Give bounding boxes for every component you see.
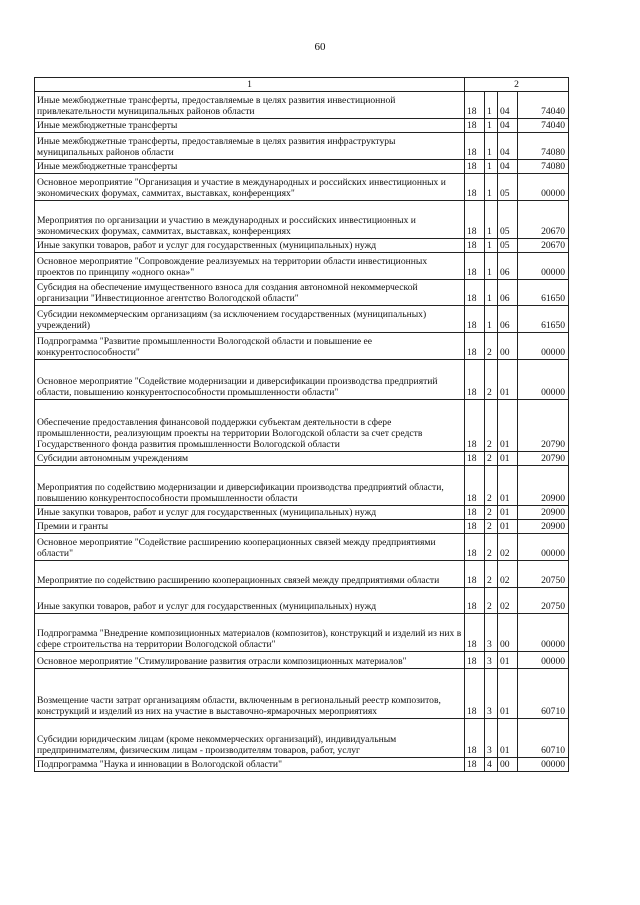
row-name: Иные межбюджетные трансферты, предоставляемые в целях развития инфраструктуры муниципальных районов области	[35, 133, 465, 160]
code-direction: 20670	[518, 201, 569, 239]
column-header-1: 1	[35, 78, 465, 92]
table-row	[35, 758, 569, 772]
code-program: 2	[485, 466, 498, 506]
code-direction: 00000	[518, 333, 569, 360]
code-chapter: 18	[465, 360, 485, 400]
code-chapter: 18	[465, 758, 485, 772]
code-direction: 00000	[518, 360, 569, 400]
code-program: 2	[485, 506, 498, 520]
code-program: 2	[485, 400, 498, 452]
column-header-2: 2	[465, 78, 569, 92]
code-program: 2	[485, 520, 498, 534]
page-number: 60	[314, 41, 326, 53]
code-subprogram: 00	[498, 614, 518, 652]
code-program: 1	[485, 306, 498, 333]
row-name: Иные межбюджетные трансферты	[35, 160, 465, 174]
code-subprogram: 05	[498, 174, 518, 201]
code-subprogram: 01	[498, 466, 518, 506]
code-program: 2	[485, 588, 498, 614]
code-subprogram: 01	[498, 520, 518, 534]
table-row	[35, 333, 569, 360]
table-row	[35, 506, 569, 520]
code-program: 2	[485, 534, 498, 561]
code-chapter: 18	[465, 133, 485, 160]
row-name: Субсидия на обеспечение имущественного взноса для создания автономной некоммерческой организации "Инвестиционное агентство Вологодской области"	[35, 280, 465, 306]
row-name: Иные межбюджетные трансферты, предоставляемые в целях развития инвестиционной привлекательности муниципальных районов области	[35, 92, 465, 119]
row-name: Мероприятия по организации и участию в международных и российских инвестиционных и экономических форумах, саммитах, выставках, конференциях	[35, 201, 465, 239]
code-subprogram: 02	[498, 534, 518, 561]
code-program: 1	[485, 201, 498, 239]
code-subprogram: 04	[498, 133, 518, 160]
row-name: Подпрограмма "Наука и инновации в Вологодской области"	[35, 758, 465, 772]
table-row	[35, 239, 569, 253]
table-row	[35, 174, 569, 201]
code-chapter: 18	[465, 280, 485, 306]
code-subprogram: 01	[498, 360, 518, 400]
code-subprogram: 01	[498, 506, 518, 520]
code-direction: 20900	[518, 506, 569, 520]
code-program: 1	[485, 280, 498, 306]
code-direction: 00000	[518, 534, 569, 561]
code-subprogram: 02	[498, 561, 518, 588]
code-chapter: 18	[465, 561, 485, 588]
code-chapter: 18	[465, 239, 485, 253]
code-chapter: 18	[465, 174, 485, 201]
code-subprogram: 01	[498, 719, 518, 758]
row-name: Основное мероприятие "Сопровождение реализуемых на территории области инвестиционных проектов по принципу «одного окна»"	[35, 253, 465, 280]
table-row	[35, 119, 569, 133]
row-name: Субсидии некоммерческим организациям (за исключением государственных (муниципальных) учреждений)	[35, 306, 465, 333]
row-name: Иные закупки товаров, работ и услуг для государственных (муниципальных) нужд	[35, 239, 465, 253]
table-row	[35, 719, 569, 758]
code-program: 3	[485, 719, 498, 758]
code-program: 1	[485, 253, 498, 280]
table-row	[35, 360, 569, 400]
code-direction: 20750	[518, 588, 569, 614]
code-direction: 20900	[518, 520, 569, 534]
code-direction: 74040	[518, 92, 569, 119]
row-name: Премии и гранты	[35, 520, 465, 534]
code-subprogram: 04	[498, 119, 518, 133]
code-program: 2	[485, 561, 498, 588]
code-subprogram: 00	[498, 758, 518, 772]
row-name: Подпрограмма "Развитие промышленности Вологодской области и повышение ее конкурентоспособности"	[35, 333, 465, 360]
code-subprogram: 01	[498, 652, 518, 669]
code-subprogram: 04	[498, 160, 518, 174]
row-name: Мероприятия по содействию модернизации и диверсификации производства предприятий области, повышению конкурентоспособности промышленности области	[35, 466, 465, 506]
code-program: 1	[485, 160, 498, 174]
code-direction: 74080	[518, 133, 569, 160]
code-chapter: 18	[465, 534, 485, 561]
row-name: Основное мероприятие "Стимулирование развития отрасли композиционных материалов"	[35, 652, 465, 669]
code-chapter: 18	[465, 669, 485, 719]
table-row	[35, 652, 569, 669]
code-program: 1	[485, 174, 498, 201]
table-row	[35, 614, 569, 652]
code-subprogram: 06	[498, 253, 518, 280]
table-row	[35, 280, 569, 306]
code-chapter: 18	[465, 160, 485, 174]
code-direction: 00000	[518, 174, 569, 201]
code-direction: 00000	[518, 652, 569, 669]
code-subprogram: 00	[498, 333, 518, 360]
code-chapter: 18	[465, 588, 485, 614]
code-program: 1	[485, 119, 498, 133]
code-chapter: 18	[465, 92, 485, 119]
code-direction: 61650	[518, 306, 569, 333]
code-direction: 20900	[518, 466, 569, 506]
table-row	[35, 160, 569, 174]
code-program: 4	[485, 758, 498, 772]
table-row	[35, 306, 569, 333]
table-row	[35, 92, 569, 119]
table-row	[35, 201, 569, 239]
table-row	[35, 400, 569, 452]
row-name: Основное мероприятие "Содействие модернизации и диверсификации производства предприятий области, повышению конкурентоспособности промышленности области"	[35, 360, 465, 400]
row-name: Субсидии юридическим лицам (кроме некоммерческих организаций), индивидуальным предпринимателям, физическим лицам - производителям товаров, работ, услуг	[35, 719, 465, 758]
code-program: 2	[485, 360, 498, 400]
code-direction: 00000	[518, 253, 569, 280]
row-name: Основное мероприятие "Организация и участие в международных и российских инвестиционных и экономических форумах, саммитах, выставках, конференциях"	[35, 174, 465, 201]
code-subprogram: 04	[498, 92, 518, 119]
code-chapter: 18	[465, 400, 485, 452]
code-direction: 20670	[518, 239, 569, 253]
code-chapter: 18	[465, 614, 485, 652]
code-chapter: 18	[465, 201, 485, 239]
table-header-row	[35, 78, 569, 92]
code-chapter: 18	[465, 333, 485, 360]
code-program: 1	[485, 133, 498, 160]
code-program: 1	[485, 239, 498, 253]
code-chapter: 18	[465, 652, 485, 669]
code-subprogram: 02	[498, 588, 518, 614]
row-name: Возмещение части затрат организациям области, включенным в региональный реестр композитов, конструкций и изделий из них на участие в выставочно-ярмарочных мероприятиях	[35, 669, 465, 719]
row-name: Основное мероприятие "Содействие расширению кооперационных связей между предприятиями области"	[35, 534, 465, 561]
code-subprogram: 06	[498, 306, 518, 333]
code-direction: 00000	[518, 614, 569, 652]
code-chapter: 18	[465, 119, 485, 133]
code-chapter: 18	[465, 452, 485, 466]
code-chapter: 18	[465, 466, 485, 506]
code-direction: 61650	[518, 280, 569, 306]
code-program: 3	[485, 652, 498, 669]
table-row	[35, 588, 569, 614]
table-row	[35, 133, 569, 160]
code-direction: 60710	[518, 719, 569, 758]
code-program: 3	[485, 614, 498, 652]
code-direction: 60710	[518, 669, 569, 719]
row-name: Подпрограмма "Внедрение композиционных материалов (композитов), конструкций и изделий из них в сфере строительства на территории Вологодской области"	[35, 614, 465, 652]
code-subprogram: 05	[498, 201, 518, 239]
code-program: 1	[485, 92, 498, 119]
row-name: Субсидии автономным учреждениям	[35, 452, 465, 466]
row-name: Иные межбюджетные трансферты	[35, 119, 465, 133]
code-subprogram: 01	[498, 452, 518, 466]
code-program: 2	[485, 452, 498, 466]
row-name: Мероприятие по содействию расширению кооперационных связей между предприятиями области	[35, 561, 465, 588]
row-name: Иные закупки товаров, работ и услуг для государственных (муниципальных) нужд	[35, 506, 465, 520]
code-direction: 74080	[518, 160, 569, 174]
code-direction: 74040	[518, 119, 569, 133]
code-direction: 20790	[518, 452, 569, 466]
code-chapter: 18	[465, 520, 485, 534]
code-direction: 20790	[518, 400, 569, 452]
table-row	[35, 466, 569, 506]
table-row	[35, 534, 569, 561]
row-name: Обеспечение предоставления финансовой поддержки субъектам деятельности в сфере промышленности, реализующим проекты на территории Вологодской области за счет средств Государственного фонда развития промышленности Вологодской области	[35, 400, 465, 452]
row-name: Иные закупки товаров, работ и услуг для государственных (муниципальных) нужд	[35, 588, 465, 614]
code-chapter: 18	[465, 306, 485, 333]
code-subprogram: 05	[498, 239, 518, 253]
code-chapter: 18	[465, 719, 485, 758]
table-row	[35, 561, 569, 588]
code-program: 2	[485, 333, 498, 360]
table-row	[35, 669, 569, 719]
table-row	[35, 452, 569, 466]
code-chapter: 18	[465, 506, 485, 520]
code-direction: 20750	[518, 561, 569, 588]
table-row	[35, 253, 569, 280]
code-chapter: 18	[465, 253, 485, 280]
code-subprogram: 01	[498, 669, 518, 719]
code-subprogram: 06	[498, 280, 518, 306]
code-program: 3	[485, 669, 498, 719]
budget-table	[34, 77, 569, 772]
code-direction: 00000	[518, 758, 569, 772]
code-subprogram: 01	[498, 400, 518, 452]
table-row	[35, 520, 569, 534]
